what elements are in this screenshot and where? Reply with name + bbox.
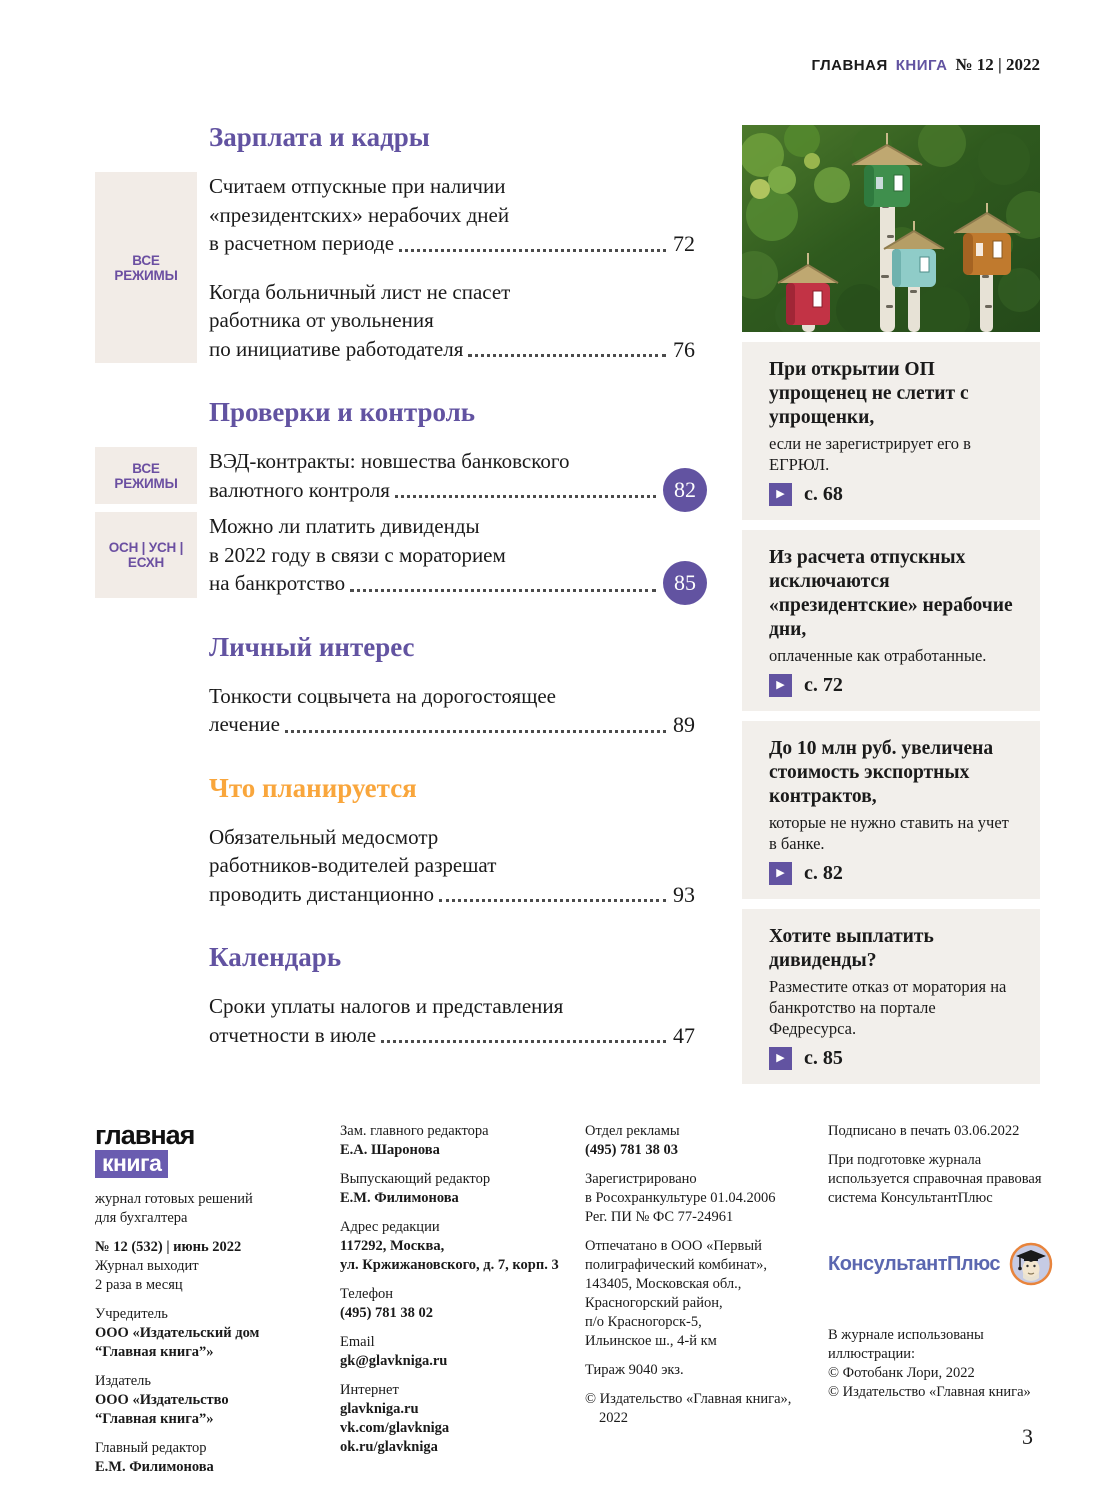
deputy-editor-name: Е.А. Шаронова — [340, 1142, 440, 1158]
page-ref-label: с. 68 — [804, 483, 843, 505]
founder-label: Учредитель — [95, 1306, 168, 1322]
page-number: 47 — [673, 1022, 695, 1048]
masthead — [95, 1122, 1055, 1487]
publisher-info — [95, 1372, 318, 1429]
web-address: glavkniga.ru — [340, 1401, 419, 1417]
highlights-column — [742, 125, 1040, 1084]
toc-item — [209, 682, 695, 739]
printing-line: Отпечатано в ООО «Первый — [585, 1238, 762, 1254]
dot-leader — [350, 589, 656, 592]
deputy-editor-label: Зам. главного редактора — [340, 1123, 489, 1139]
section-title-planned: Что планируется — [209, 772, 417, 803]
page-number: 76 — [673, 336, 695, 362]
consultant-note — [828, 1151, 1053, 1208]
ads-phone: (495) 781 38 03 — [585, 1142, 679, 1158]
toc-item — [209, 172, 695, 258]
toc-item-line: Сроки уплаты налогов и представления — [209, 994, 564, 1018]
frequency-line: Журнал выходит — [95, 1258, 199, 1274]
page-ref-label: с. 82 — [804, 862, 843, 884]
illustrations-credit — [828, 1326, 1053, 1402]
print-date: Подписано в печать 03.06.2022 — [828, 1123, 1020, 1139]
founder-name: “Главная книга”» — [95, 1344, 214, 1360]
page-number: 89 — [673, 712, 695, 737]
printing-line: Ильинское ш., 4-й км — [585, 1333, 717, 1349]
registration-line: в Росохранкультуре 01.04.2006 — [585, 1190, 776, 1206]
frequency-line: 2 раза в месяц — [95, 1277, 183, 1293]
phone-number: (495) 781 38 02 — [340, 1305, 434, 1321]
regime-badge: ВСЕ РЕЖИМЫ — [95, 172, 197, 363]
chief-editor-label: Главный редактор — [95, 1440, 207, 1456]
logo-line-kniga: книга — [95, 1150, 168, 1178]
managing-editor-info — [340, 1170, 563, 1208]
masthead-column-4 — [828, 1122, 1053, 1487]
highlight-title: При открытии ОП упрощенец не слетит с упрощенки, — [769, 359, 969, 428]
registration-line: Зарегистрировано — [585, 1171, 697, 1187]
printing-line: полиграфический комбинат», — [585, 1257, 767, 1273]
registration-line: Рег. ПИ № ФС 77-24961 — [585, 1209, 734, 1225]
web-info — [340, 1381, 563, 1457]
toc-row — [95, 172, 695, 363]
web-label: Интернет — [340, 1382, 399, 1398]
highlight-text: оплаченные как отработанные. — [769, 646, 987, 665]
section-title-personal: Личный интерес — [209, 631, 415, 662]
page-ref-label: с. 72 — [804, 674, 843, 696]
dot-leader — [395, 495, 656, 498]
highlight-text: Разместите отказ от моратория на банкротство на портале Федресурса. — [769, 977, 1007, 1038]
address-line: ул. Кржижановского, д. 7, корп. 3 — [340, 1257, 559, 1273]
page-number-circle: 85 — [663, 561, 707, 605]
dot-leader — [399, 249, 666, 252]
highlight-card — [742, 721, 1040, 899]
copyright-line: © Издательство «Главная книга», — [585, 1391, 792, 1407]
highlight-title: До 10 млн руб. увеличена стоимость экспортных контрактов, — [769, 738, 994, 807]
ads-info — [585, 1122, 806, 1160]
illustrations-line: © Фотобанк Лори, 2022 — [828, 1365, 975, 1381]
deputy-editor-info — [340, 1122, 563, 1160]
address-line: 117292, Москва, — [340, 1238, 445, 1254]
section-title-salary: Зарплата и кадры — [209, 122, 430, 152]
email-address: gk@glavkniga.ru — [340, 1353, 448, 1369]
dot-leader — [285, 730, 666, 733]
brand-name-black: ГЛАВНАЯ — [811, 57, 888, 74]
toc-item-line: Когда больничный лист не спасет — [209, 279, 511, 304]
chief-editor-info — [95, 1439, 318, 1477]
consultantplus-wordmark: КонсультантПлюс — [828, 1252, 1001, 1275]
founder-info — [95, 1305, 318, 1362]
page-number-circle: 82 — [663, 468, 707, 512]
toc-item — [209, 992, 695, 1049]
tagline-line: для бухгалтера — [95, 1210, 188, 1226]
dot-leader — [468, 354, 666, 357]
toc-item-line: Тонкости соцвычета на дорогостоящее — [209, 683, 557, 708]
toc-item-line: в 2022 году в связи с мораторием — [209, 542, 506, 567]
toc-item-line: Обязательный медосмотр — [209, 824, 439, 849]
highlight-card — [742, 342, 1040, 520]
printing-line: п/о Красногорск-5, — [585, 1314, 702, 1330]
toc-item-line: Считаем отпускные при наличии — [209, 174, 506, 198]
printing-line: 143405, Московская обл., — [585, 1276, 742, 1292]
printing-info — [585, 1237, 806, 1351]
page-number: 72 — [673, 231, 695, 256]
toc-item-line: проводить дистанционно — [209, 881, 435, 906]
highlight-text: которые не нужно ставить на учет в банке. — [769, 813, 1009, 853]
toc-row — [95, 682, 695, 739]
page-reference — [769, 862, 1018, 885]
phone-label: Телефон — [340, 1286, 393, 1302]
toc-item — [209, 823, 695, 909]
printing-line: Красногорский район, — [585, 1295, 723, 1311]
dot-leader — [381, 1040, 666, 1043]
issue-label: № 12 (532) | июнь 2022 — [95, 1239, 242, 1255]
copyright-line: 2022 — [599, 1410, 628, 1426]
managing-editor-name: Е.М. Филимонова — [340, 1190, 459, 1206]
play-arrow-icon: ▶ — [769, 862, 792, 885]
circulation-info: Тираж 9040 экз. — [585, 1362, 684, 1378]
tagline — [95, 1190, 318, 1228]
highlight-card — [742, 530, 1040, 711]
issue-info — [95, 1238, 318, 1295]
ads-label: Отдел рекламы — [585, 1123, 680, 1139]
toc-item-line: ВЭД-контракты: новшества банковского — [209, 449, 570, 473]
highlight-card — [742, 909, 1040, 1084]
folio-page-number: 3 — [1022, 1424, 1033, 1449]
masthead-column-2 — [340, 1122, 585, 1487]
toc-item-line: «президентских» нерабочих дней — [209, 202, 510, 227]
magazine-header — [811, 55, 1040, 75]
address-info — [340, 1218, 563, 1275]
toc-item — [209, 447, 695, 504]
toc-item-line: отчетности в июле — [209, 1022, 377, 1047]
section-title-calendar: Календарь — [209, 942, 342, 972]
managing-editor-label: Выпускающий редактор — [340, 1171, 491, 1187]
table-of-contents — [95, 120, 695, 1049]
birdhouses-photo — [742, 125, 1040, 332]
toc-item-line: Можно ли платить дивиденды — [209, 514, 480, 538]
toc-item-line: в расчетном периоде — [209, 231, 395, 255]
consultant-note-line: При подготовке журнала — [828, 1152, 982, 1168]
page-reference — [769, 483, 1018, 506]
consultant-note-line: система КонсультантПлюс — [828, 1190, 993, 1206]
toc-item-line: работника от увольнения — [209, 308, 434, 332]
toc-item — [209, 512, 695, 598]
magazine-logo — [95, 1122, 318, 1178]
web-address: vk.com/glavkniga — [340, 1420, 450, 1436]
publisher-name: ООО «Издательство — [95, 1392, 229, 1408]
page-number: 93 — [673, 881, 695, 907]
copyright-info — [585, 1390, 806, 1428]
page-reference — [769, 674, 1018, 697]
toc-item-line: работников-водителей разрешат — [209, 853, 497, 877]
dot-leader — [439, 899, 666, 902]
phone-info — [340, 1285, 563, 1323]
email-label: Email — [340, 1334, 375, 1350]
registration-info — [585, 1170, 806, 1227]
founder-name: ООО «Издательский дом — [95, 1325, 260, 1341]
issue-number: № 12 | 2022 — [955, 55, 1040, 74]
illustrations-line: © Издательство «Главная книга» — [828, 1384, 1031, 1400]
illustrations-line: В журнале использованы — [828, 1327, 984, 1343]
consultant-note-line: используется справочная правовая — [828, 1171, 1042, 1187]
toc-row — [95, 512, 695, 598]
consultantplus-mascot-icon — [1009, 1242, 1053, 1286]
publisher-label: Издатель — [95, 1373, 151, 1389]
highlight-title: Из расчета отпускных исключаются «президентские» нерабочие дни, — [769, 547, 1013, 640]
play-arrow-icon: ▶ — [769, 1047, 792, 1070]
email-info — [340, 1333, 563, 1371]
web-address: ok.ru/glavkniga — [340, 1439, 438, 1455]
masthead-column-1 — [95, 1122, 340, 1487]
chief-editor-name: Е.М. Филимонова — [95, 1459, 214, 1475]
page-ref-label: с. 85 — [804, 1047, 843, 1069]
regime-badge: ВСЕ РЕЖИМЫ — [95, 447, 197, 504]
play-arrow-icon: ▶ — [769, 674, 792, 697]
brand-name-purple: КНИГА — [895, 57, 948, 74]
logo-line-glavnaya: главная — [95, 1120, 195, 1150]
consultantplus-logo — [828, 1242, 1053, 1286]
toc-row — [95, 447, 695, 504]
regime-badge: ОСН | УСН | ЕСХН — [95, 512, 197, 598]
toc-item-line: валютного контроля — [209, 477, 390, 502]
tagline-line: журнал готовых решений — [95, 1191, 253, 1207]
page-reference — [769, 1047, 1018, 1070]
toc-item-line: лечение — [209, 712, 280, 736]
toc-item-line: на банкротство — [209, 571, 346, 595]
highlight-text: если не зарегистрирует его в ЕГРЮЛ. — [769, 434, 971, 474]
toc-row — [95, 823, 695, 909]
section-title-audits: Проверки и контроль — [209, 397, 476, 427]
toc-row — [95, 992, 695, 1049]
toc-item-line: по инициативе работодателя — [209, 336, 464, 361]
address-label: Адрес редакции — [340, 1219, 440, 1235]
highlight-title: Хотите выплатить дивиденды? — [769, 926, 934, 971]
toc-item — [209, 278, 695, 364]
masthead-column-3 — [585, 1122, 828, 1487]
play-arrow-icon: ▶ — [769, 483, 792, 506]
illustrations-line: иллюстрации: — [828, 1346, 916, 1362]
publisher-name: “Главная книга”» — [95, 1411, 214, 1427]
